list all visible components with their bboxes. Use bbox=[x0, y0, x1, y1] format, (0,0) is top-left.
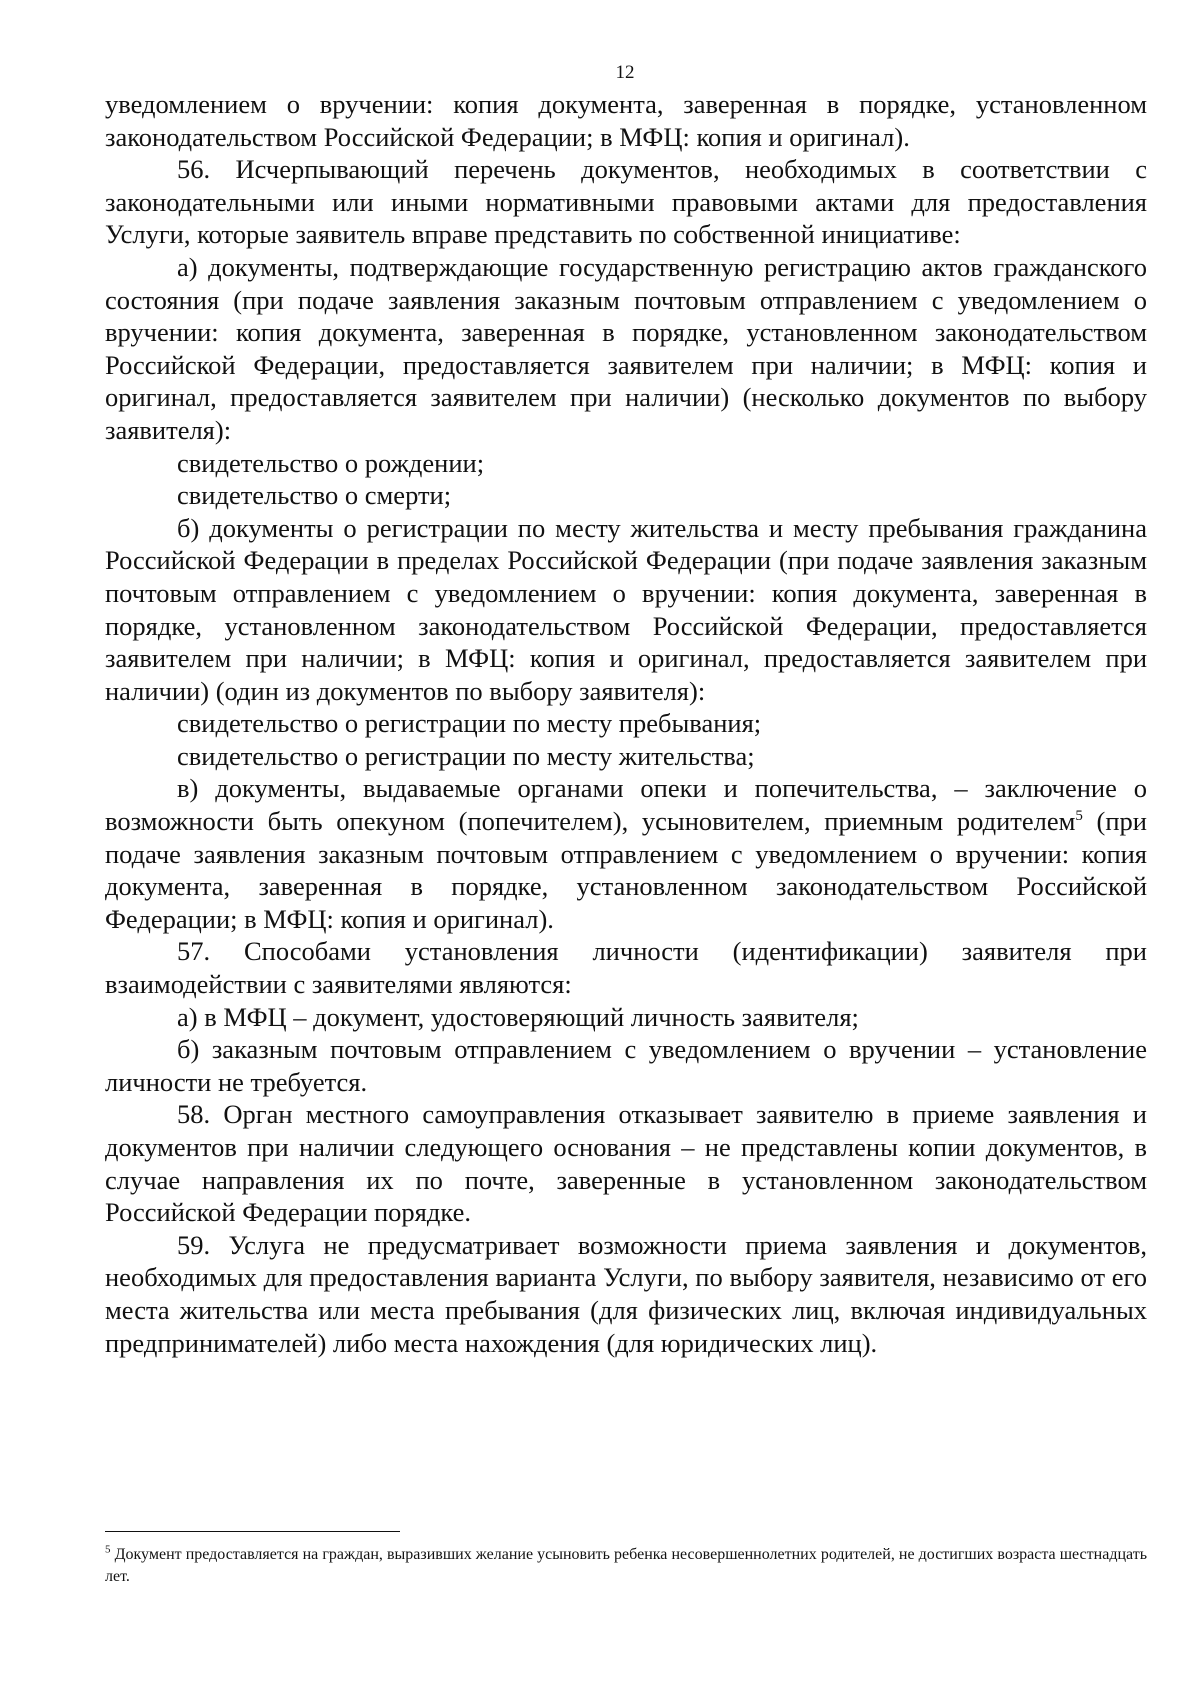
paragraph-56-v bbox=[105, 772, 1147, 935]
paragraph-58: 58. Орган местного самоуправления отказывает заявителю в приеме заявления и документов при наличии следующего основания – не представлены копии документов, в случае направления их по почте, заверенные в установленном законодательством Российской Федерации порядке. bbox=[105, 1099, 1147, 1228]
paragraph-57-b: б) заказным почтовым отправлением с уведомлением о вручении – установление личности не требуется. bbox=[105, 1034, 1147, 1097]
list-item-stay-registration: свидетельство о регистрации по месту пребывания; bbox=[177, 708, 762, 739]
page-number: 12 bbox=[615, 62, 635, 83]
paragraph-56-v-text: в) документы, выдаваемые органами опеки и попечительства, – заключение о возможности быть опекуном (попечителем), усыновителем, приемным родителем bbox=[105, 773, 1147, 837]
list-item-birth-certificate: свидетельство о рождении; bbox=[177, 447, 485, 478]
footnote-divider bbox=[105, 1531, 400, 1532]
footnote bbox=[105, 1544, 1147, 1588]
paragraph-continuation: уведомлением о вручении: копия документа, заверенная в порядке, установленном законодательством Российской Федерации; в МФЦ: копия и оригинал). bbox=[105, 89, 1147, 152]
paragraph-56: 56. Исчерпывающий перечень документов, необходимых в соответствии с законодательными или иными нормативными правовыми актами для предоставления Услуги, которые заявитель вправе представить по собственной инициативе: bbox=[105, 154, 1147, 250]
footnote-reference: 5 bbox=[1075, 808, 1083, 825]
paragraph-57-a: а) в МФЦ – документ, удостоверяющий личность заявителя; bbox=[177, 1001, 859, 1032]
list-item-residence-registration: свидетельство о регистрации по месту жительства; bbox=[177, 740, 755, 771]
document-body bbox=[105, 88, 1147, 1359]
paragraph-56-a: а) документы, подтверждающие государственную регистрацию актов гражданского состояния (при подаче заявления заказным почтовым отправлением с уведомлением о вручении: копия документа, заверенная в порядке, установленном законодательством Российской Федерации, предоставляется заявителем при наличии; в МФЦ: копия и оригинал, предоставляется заявителем при наличии) (несколько документов по выбору заявителя): bbox=[105, 251, 1147, 445]
paragraph-59: 59. Услуга не предусматривает возможности приема заявления и документов, необходимых для предоставления варианта Услуги, по выбору заявителя, независимо от его места жительства или места пребывания (для физических лиц, включая индивидуальных предпринимателей) либо места нахождения (для юридических лиц). bbox=[105, 1229, 1147, 1358]
list-item-death-certificate: свидетельство о смерти; bbox=[177, 480, 452, 511]
paragraph-56-b: б) документы о регистрации по месту жительства и месту пребывания гражданина Российской Федерации в пределах Российской Федерации (при подаче заявления заказным почтовым отправлением с уведомлением о вручении: копия документа, заверенная в порядке, установленном законодательством Российской Федерации, предоставляется заявителем при наличии; в МФЦ: копия и оригинал, предоставляется заявителем при наличии) (один из документов по выбору заявителя): bbox=[105, 512, 1147, 706]
footnote-marker: 5 bbox=[105, 1543, 111, 1556]
paragraph-56-v-text-cont: (при подаче заявления заказным почтовым отправлением с уведомлением о вручении: копия документа, заверенная в порядке, установленном законодательством Российской Федерации; в МФЦ: копия и оригинал). bbox=[105, 806, 1147, 934]
footnote-text: Документ предоставляется на граждан, выразивших желание усыновить ребенка несовершеннолетних родителей, не достигших возраста шестнадцать лет. bbox=[105, 1546, 1147, 1585]
paragraph-57: 57. Способами установления личности (идентификации) заявителя при взаимодействии с заявителями являются: bbox=[105, 936, 1147, 1000]
